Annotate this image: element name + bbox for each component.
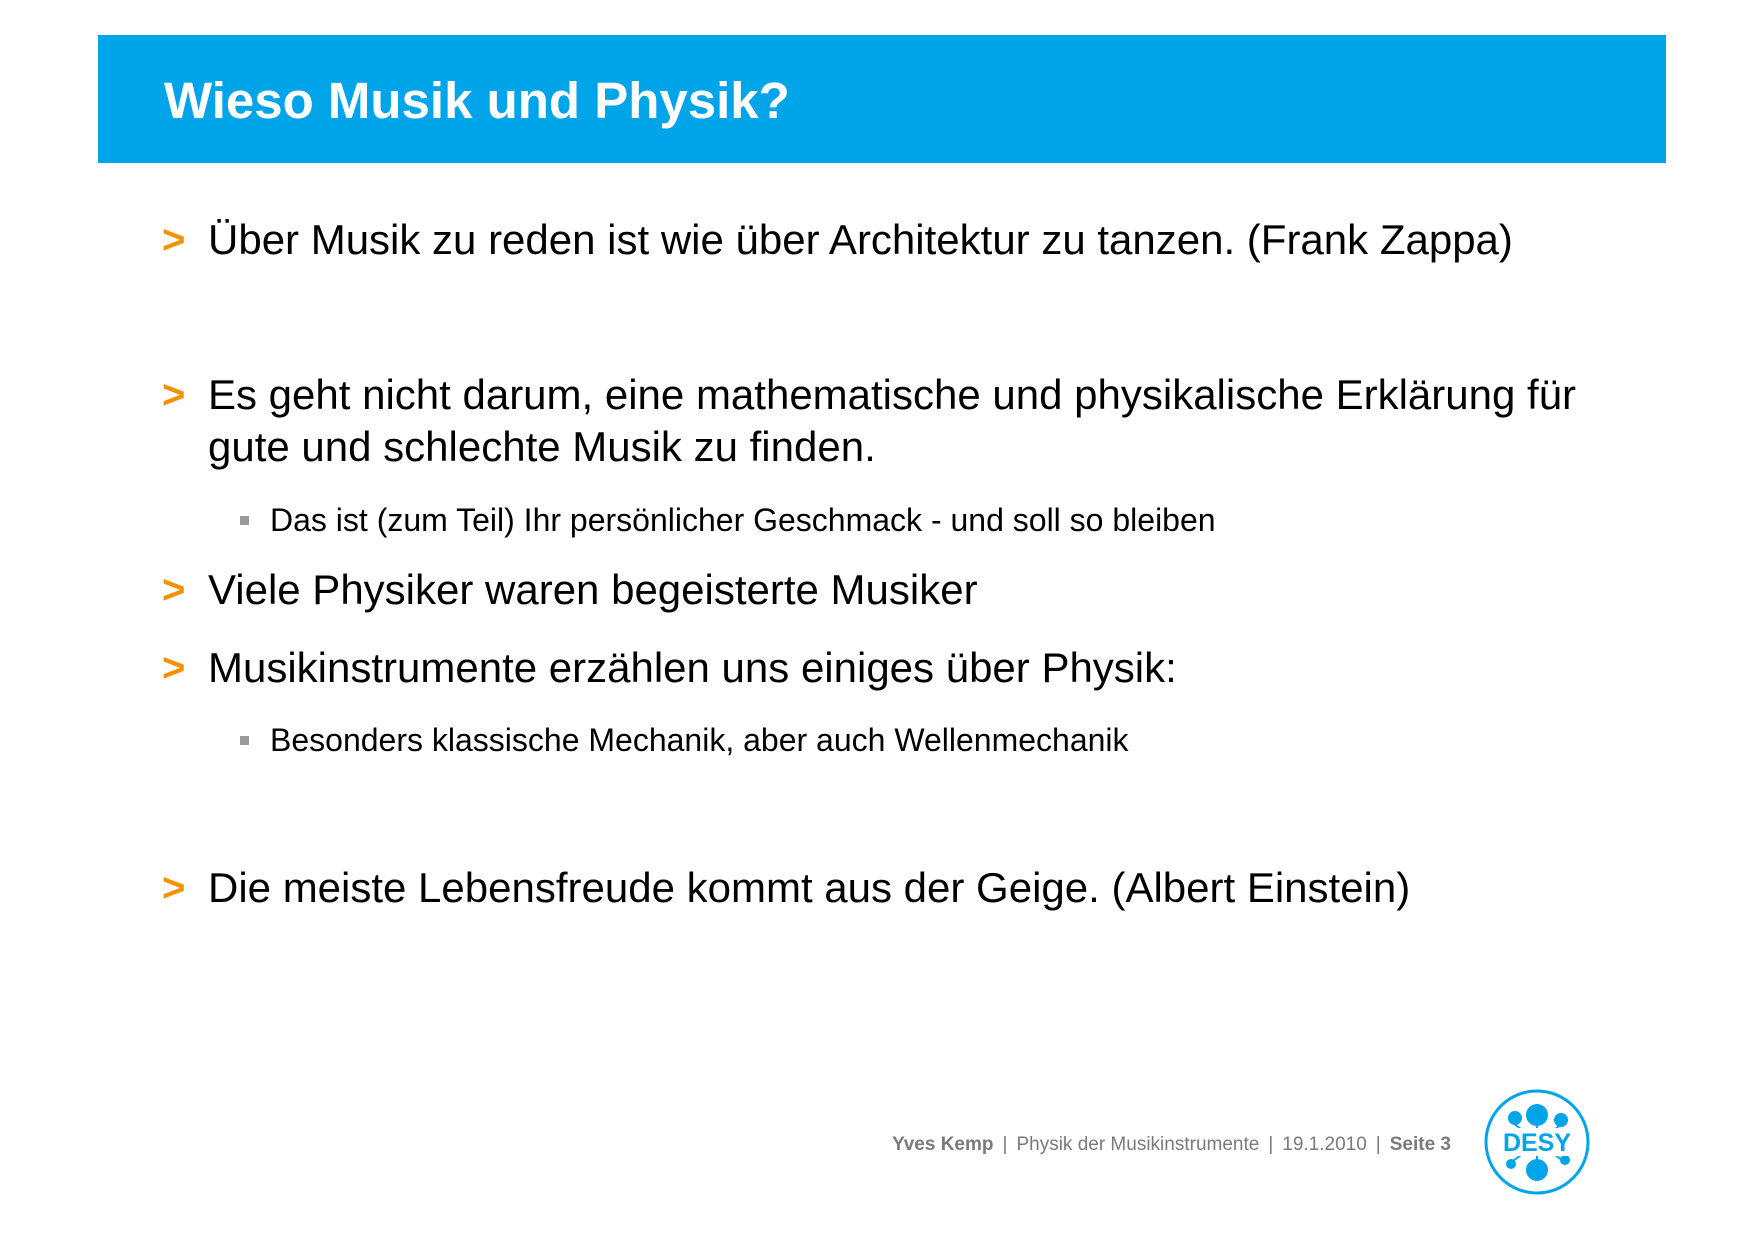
square-bullet-icon [240, 516, 249, 525]
desy-logo-icon [1483, 1088, 1591, 1196]
footer-separator: | [1268, 1134, 1274, 1155]
bullet-text: Es geht nicht darum, eine mathematische und physikalische Erklärung für gute und schlechte Musik zu finden. [208, 371, 1577, 470]
bullet-text: Musikinstrumente erzählen uns einiges über Physik: [208, 644, 1177, 691]
footer-page-number: Seite 3 [1389, 1134, 1451, 1155]
sub-bullet-text: Das ist (zum Teil) Ihr persönlicher Geschmack - und soll so bleiben [270, 502, 1216, 538]
slide-title: Wieso Musik und Physik? [164, 72, 790, 129]
footer-separator: | [1002, 1134, 1008, 1155]
footer-talk-title: Physik der Musikinstrumente [1016, 1134, 1260, 1155]
bullet-arrow-icon: > [162, 568, 186, 612]
footer-date: 19.1.2010 [1282, 1134, 1367, 1155]
footer-separator: | [1375, 1134, 1381, 1155]
bullet-text: Über Musik zu reden ist wie über Architektur zu tanzen. (Frank Zappa) [208, 216, 1513, 263]
bullet-text: Die meiste Lebensfreude kommt aus der Geige. (Albert Einstein) [208, 864, 1411, 911]
slide-footer [740, 1132, 1451, 1158]
bullet-arrow-icon: > [162, 373, 186, 417]
square-bullet-icon [240, 736, 249, 745]
bullet-arrow-icon: > [162, 218, 186, 262]
bullet-text: Viele Physiker waren begeisterte Musiker [208, 566, 978, 613]
bullet-arrow-icon: > [162, 646, 186, 690]
bullet-arrow-icon: > [162, 866, 186, 910]
logo-text: DESY [1502, 1129, 1572, 1157]
title-bar [98, 35, 1666, 163]
desy-logo-graphic [1483, 1088, 1591, 1196]
footer-author: Yves Kemp [892, 1134, 994, 1155]
sub-bullet-text: Besonders klassische Mechanik, aber auch Wellenmechanik [270, 722, 1129, 758]
